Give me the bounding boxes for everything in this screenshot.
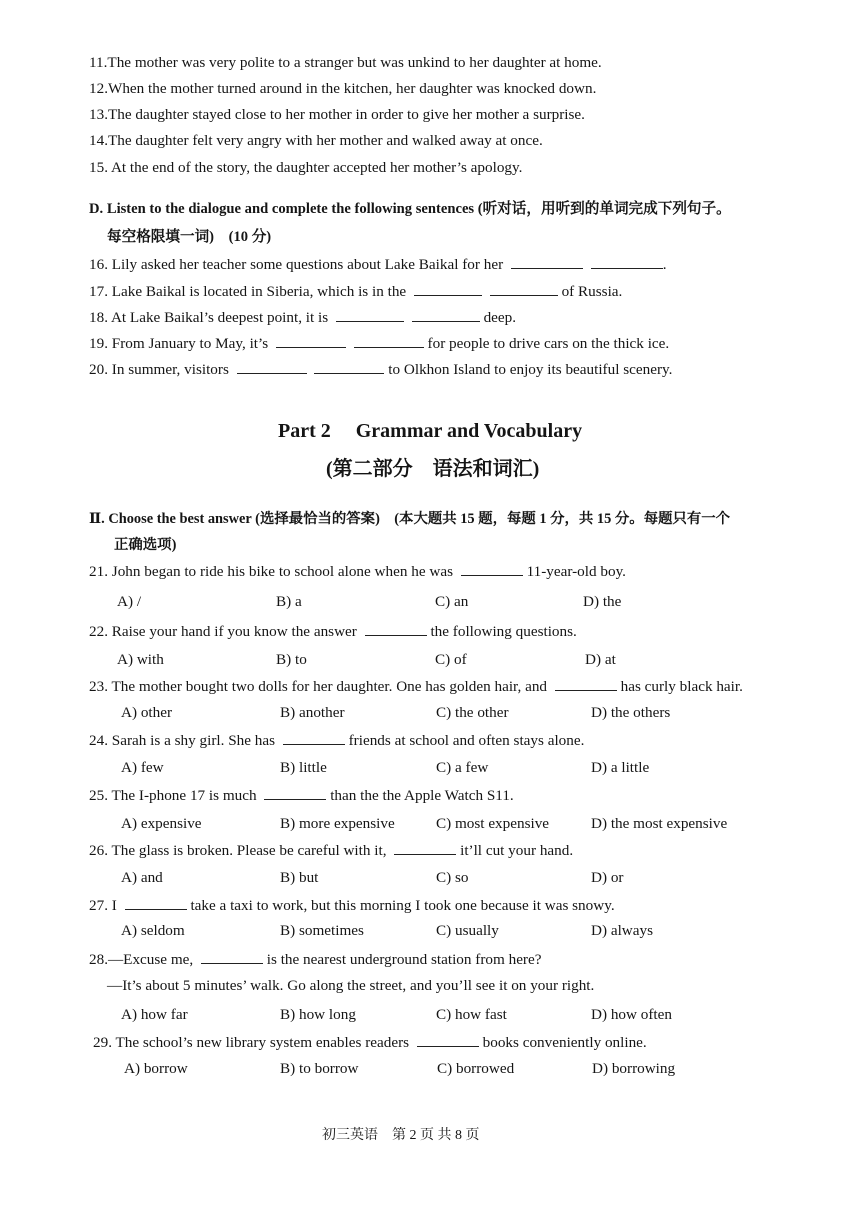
question-27 <box>89 895 615 916</box>
answer-blank[interactable] <box>591 254 663 269</box>
question-text: 29. The school’s new library system enables readers <box>93 1034 410 1051</box>
option-b[interactable]: B) little <box>280 759 327 776</box>
question-25 <box>89 785 514 806</box>
option-a[interactable]: A) seldom <box>121 922 185 939</box>
question-text-end: than the the Apple Watch S11. <box>330 787 514 804</box>
q20-text: 20. In summer, visitors <box>89 361 229 378</box>
question-text-end: it’ll cut your hand. <box>460 842 574 859</box>
question-text-end: has curly black hair. <box>620 678 743 695</box>
answer-blank[interactable] <box>336 307 404 322</box>
option-d[interactable]: D) at <box>585 651 616 668</box>
part2-subtitle: (第二部分 语法和词汇) <box>326 458 540 480</box>
question-22 <box>89 621 577 642</box>
option-c[interactable]: C) usually <box>436 922 499 939</box>
option-b[interactable]: B) but <box>280 869 319 886</box>
q18-text: 18. At Lake Baikal’s deepest point, it is <box>89 309 329 326</box>
section-d-heading: D. Listen to the dialogue and complete the following sentences (听对话，用听到的单词完成下列句子。 <box>89 201 731 217</box>
option-a[interactable]: A) few <box>121 759 164 776</box>
question-16 <box>89 254 667 275</box>
option-c[interactable]: C) most expensive <box>436 815 550 832</box>
option-a[interactable]: A) expensive <box>121 815 202 832</box>
answer-blank[interactable] <box>394 840 456 855</box>
statement-11: 11.The mother was very polite to a stranger but was unkind to her daughter at home. <box>89 54 602 71</box>
option-d[interactable]: D) or <box>591 869 624 886</box>
answer-blank[interactable] <box>417 1032 479 1047</box>
option-a[interactable]: A) / <box>117 593 142 610</box>
question-28 <box>89 949 541 970</box>
answer-blank[interactable] <box>461 561 523 576</box>
q17-text: 17. Lake Baikal is located in Siberia, which is in the <box>89 283 407 300</box>
answer-blank[interactable] <box>201 949 263 964</box>
option-c[interactable]: C) borrowed <box>437 1060 515 1077</box>
question-18 <box>89 307 516 328</box>
option-b[interactable]: B) how long <box>280 1006 356 1023</box>
question-23 <box>89 676 743 697</box>
option-d[interactable]: D) borrowing <box>592 1060 676 1077</box>
option-b[interactable]: B) to <box>276 651 307 668</box>
statement-13: 13.The daughter stayed close to her mother in order to give her mother a surprise. <box>89 106 585 123</box>
question-21 <box>89 561 626 582</box>
q20-end: to Olkhon Island to enjoy its beautiful scenery. <box>388 361 673 378</box>
question-24 <box>89 730 584 751</box>
question-text: 22. Raise your hand if you know the answer <box>89 623 357 640</box>
question-text-end: take a taxi to work, but this morning I took one because it was snowy. <box>190 897 615 914</box>
q18-end: deep. <box>483 309 517 326</box>
option-a[interactable]: A) with <box>117 651 164 668</box>
question-text: 25. The I-phone 17 is much <box>89 787 257 804</box>
answer-blank[interactable] <box>511 254 583 269</box>
answer-blank[interactable] <box>414 281 482 296</box>
answer-blank[interactable] <box>125 895 187 910</box>
answer-blank[interactable] <box>276 333 346 348</box>
option-b[interactable]: B) sometimes <box>280 922 364 939</box>
question-text: 27. I <box>89 897 117 914</box>
q17-end: of Russia. <box>561 283 623 300</box>
q19-text: 19. From January to May, it’s <box>89 335 269 352</box>
option-a[interactable]: A) how far <box>121 1006 188 1023</box>
question-text: 23. The mother bought two dolls for her daughter. One has golden hair, and <box>89 678 548 695</box>
option-a[interactable]: A) borrow <box>124 1060 188 1077</box>
q16-end: . <box>662 256 667 273</box>
statement-15: 15. At the end of the story, the daughter accepted her mother’s apology. <box>89 159 523 176</box>
option-d[interactable]: D) the others <box>591 704 671 721</box>
page-footer: 初三英语 第 2 页 共 8 页 <box>322 1128 480 1143</box>
question-text-end: friends at school and often stays alone. <box>348 732 585 749</box>
option-c[interactable]: C) an <box>435 593 469 610</box>
option-a[interactable]: A) and <box>121 869 163 886</box>
option-c[interactable]: C) so <box>436 869 469 886</box>
answer-blank[interactable] <box>365 621 427 636</box>
option-b[interactable]: B) more expensive <box>280 815 395 832</box>
question-text-end: is the nearest underground station from here? <box>266 951 542 968</box>
option-d[interactable]: D) always <box>591 922 653 939</box>
option-d[interactable]: D) how often <box>591 1006 672 1023</box>
section-ii-heading: Ⅱ. Choose the best answer (选择最恰当的答案) (本大题共 15 题，每题 1 分，共 15 分。每题只有一个 <box>89 511 731 527</box>
answer-blank[interactable] <box>283 730 345 745</box>
option-a[interactable]: A) other <box>121 704 173 721</box>
option-c[interactable]: C) how fast <box>436 1006 507 1023</box>
answer-blank[interactable] <box>490 281 558 296</box>
question-17 <box>89 281 622 302</box>
question-text-end: books conveniently online. <box>482 1034 647 1051</box>
question-text: 28.—Excuse me, <box>89 951 194 968</box>
question-19 <box>89 333 669 354</box>
answer-blank[interactable] <box>412 307 480 322</box>
option-c[interactable]: C) a few <box>436 759 489 776</box>
question-text: 24. Sarah is a shy girl. She has <box>89 732 276 749</box>
statement-14: 14.The daughter felt very angry with her mother and walked away at once. <box>89 132 543 149</box>
part2-title: Part 2 Grammar and Vocabulary <box>278 420 583 442</box>
question-text-end: the following questions. <box>430 623 577 640</box>
option-c[interactable]: C) the other <box>436 704 509 721</box>
q16-text: 16. Lily asked her teacher some questions about Lake Baikal for her <box>89 256 504 273</box>
question-text-end: 11-year-old boy. <box>526 563 626 580</box>
statement-12: 12.When the mother turned around in the kitchen, her daughter was knocked down. <box>89 80 597 97</box>
option-d[interactable]: D) the most expensive <box>591 815 728 832</box>
question-20 <box>89 359 672 380</box>
option-b[interactable]: B) a <box>276 593 302 610</box>
section-d-heading-cont: 每空格限填一词) (10 分) <box>107 229 272 245</box>
q19-end: for people to drive cars on the thick ice. <box>427 335 670 352</box>
option-d[interactable]: D) the <box>583 593 622 610</box>
option-c[interactable]: C) of <box>435 651 467 668</box>
question-text: 21. John began to ride his bike to school alone when he was <box>89 563 454 580</box>
section-ii-heading-cont: 正确选项) <box>114 537 177 553</box>
option-d[interactable]: D) a little <box>591 759 650 776</box>
answer-blank[interactable] <box>314 359 384 374</box>
question-29 <box>93 1032 647 1053</box>
answer-blank[interactable] <box>237 359 307 374</box>
question-28-reply: —It’s about 5 minutes’ walk. Go along the street, and you’ll see it on your right. <box>107 977 595 994</box>
question-26 <box>89 840 573 861</box>
answer-blank[interactable] <box>555 676 617 691</box>
question-text: 26. The glass is broken. Please be careful with it, <box>89 842 387 859</box>
option-b[interactable]: B) to borrow <box>280 1060 359 1077</box>
answer-blank[interactable] <box>264 785 326 800</box>
answer-blank[interactable] <box>354 333 424 348</box>
option-b[interactable]: B) another <box>280 704 345 721</box>
